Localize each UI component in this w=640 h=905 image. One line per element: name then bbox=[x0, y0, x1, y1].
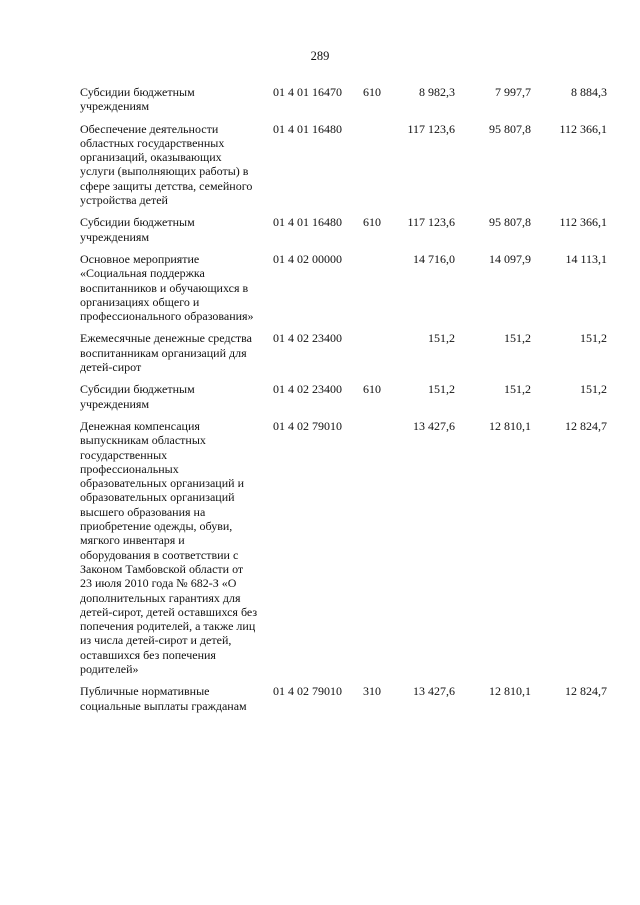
row-code: 01 4 02 79010 bbox=[273, 418, 342, 433]
page-number: 289 bbox=[310, 49, 330, 63]
row-amount-2: 12 810,1 bbox=[489, 684, 531, 699]
row-name: Субсидии бюджетным учреждениям bbox=[80, 215, 195, 244]
budget-table bbox=[80, 85, 610, 721]
row-amount-2: 95 807,8 bbox=[489, 215, 531, 230]
row-amount-3: 14 113,1 bbox=[565, 251, 607, 266]
row-code: 01 4 02 23400 bbox=[273, 382, 342, 397]
table-row bbox=[80, 122, 610, 208]
row-name: Субсидии бюджетным учреждениям bbox=[80, 85, 195, 114]
row-amount-3: 151,2 bbox=[580, 331, 607, 346]
row-name: Ежемесячные денежные средства воспитанникам организаций для детей-сирот bbox=[80, 331, 252, 375]
row-amount-2: 14 097,9 bbox=[489, 251, 531, 266]
row-amount-3: 151,2 bbox=[580, 382, 607, 397]
row-amount-1: 151,2 bbox=[428, 331, 455, 346]
table-row bbox=[80, 684, 610, 713]
row-expense-type: 610 bbox=[363, 215, 381, 230]
row-name: Денежная компенсация выпускникам областных государственных профессиональных образовательных организаций и образовательных организаций высшего образования на приобретение одежды, обуви, мягкого инвентаря и оборудования в соответствии с Законом Тамбовской области от 23 июля 2010 года № 682-З «О дополнительных гарантиях для детей-сирот, детей оставшихся без попечения родителей, а также лиц из числа детей-сирот и детей, оставшихся без попечения родителей» bbox=[80, 418, 258, 676]
row-expense-type: 310 bbox=[363, 684, 381, 699]
row-amount-1: 151,2 bbox=[428, 382, 455, 397]
row-expense-type: 610 bbox=[363, 382, 381, 397]
row-amount-3: 112 366,1 bbox=[559, 215, 607, 230]
row-name: Публичные нормативные социальные выплаты гражданам bbox=[80, 684, 247, 713]
row-amount-1: 13 427,6 bbox=[413, 684, 455, 699]
row-code: 01 4 02 79010 bbox=[273, 684, 342, 699]
table-row bbox=[80, 331, 610, 374]
row-name: Обеспечение деятельности областных государственных организаций, оказывающих услуги (выполняющих работы) в сфере защиты детства, семейного устройства детей bbox=[80, 121, 253, 208]
row-code: 01 4 01 16470 bbox=[273, 85, 342, 99]
table-row bbox=[80, 85, 610, 114]
row-code: 01 4 01 16480 bbox=[273, 121, 342, 136]
row-amount-2: 7 997,7 bbox=[495, 85, 531, 99]
row-amount-1: 117 123,6 bbox=[407, 121, 455, 136]
row-amount-3: 8 884,3 bbox=[571, 85, 607, 99]
row-amount-1: 13 427,6 bbox=[413, 418, 455, 433]
row-amount-2: 151,2 bbox=[504, 382, 531, 397]
row-name: Субсидии бюджетным учреждениям bbox=[80, 382, 195, 411]
row-code: 01 4 02 00000 bbox=[273, 251, 342, 266]
row-code: 01 4 02 23400 bbox=[273, 331, 342, 346]
table-row bbox=[80, 419, 610, 676]
row-amount-1: 8 982,3 bbox=[419, 85, 455, 99]
row-amount-1: 117 123,6 bbox=[407, 215, 455, 230]
row-amount-2: 12 810,1 bbox=[489, 418, 531, 433]
row-amount-2: 95 807,8 bbox=[489, 121, 531, 136]
row-amount-3: 12 824,7 bbox=[565, 418, 607, 433]
row-expense-type: 610 bbox=[363, 85, 381, 99]
row-name: Основное мероприятие «Социальная поддержка воспитанников и обучающихся в организациях общего и профессионального образования» bbox=[80, 251, 254, 324]
row-amount-3: 12 824,7 bbox=[565, 684, 607, 699]
table-row bbox=[80, 215, 610, 244]
row-code: 01 4 01 16480 bbox=[273, 215, 342, 230]
table-row bbox=[80, 382, 610, 411]
row-amount-3: 112 366,1 bbox=[559, 121, 607, 136]
row-amount-2: 151,2 bbox=[504, 331, 531, 346]
row-amount-1: 14 716,0 bbox=[413, 251, 455, 266]
table-row bbox=[80, 252, 610, 323]
